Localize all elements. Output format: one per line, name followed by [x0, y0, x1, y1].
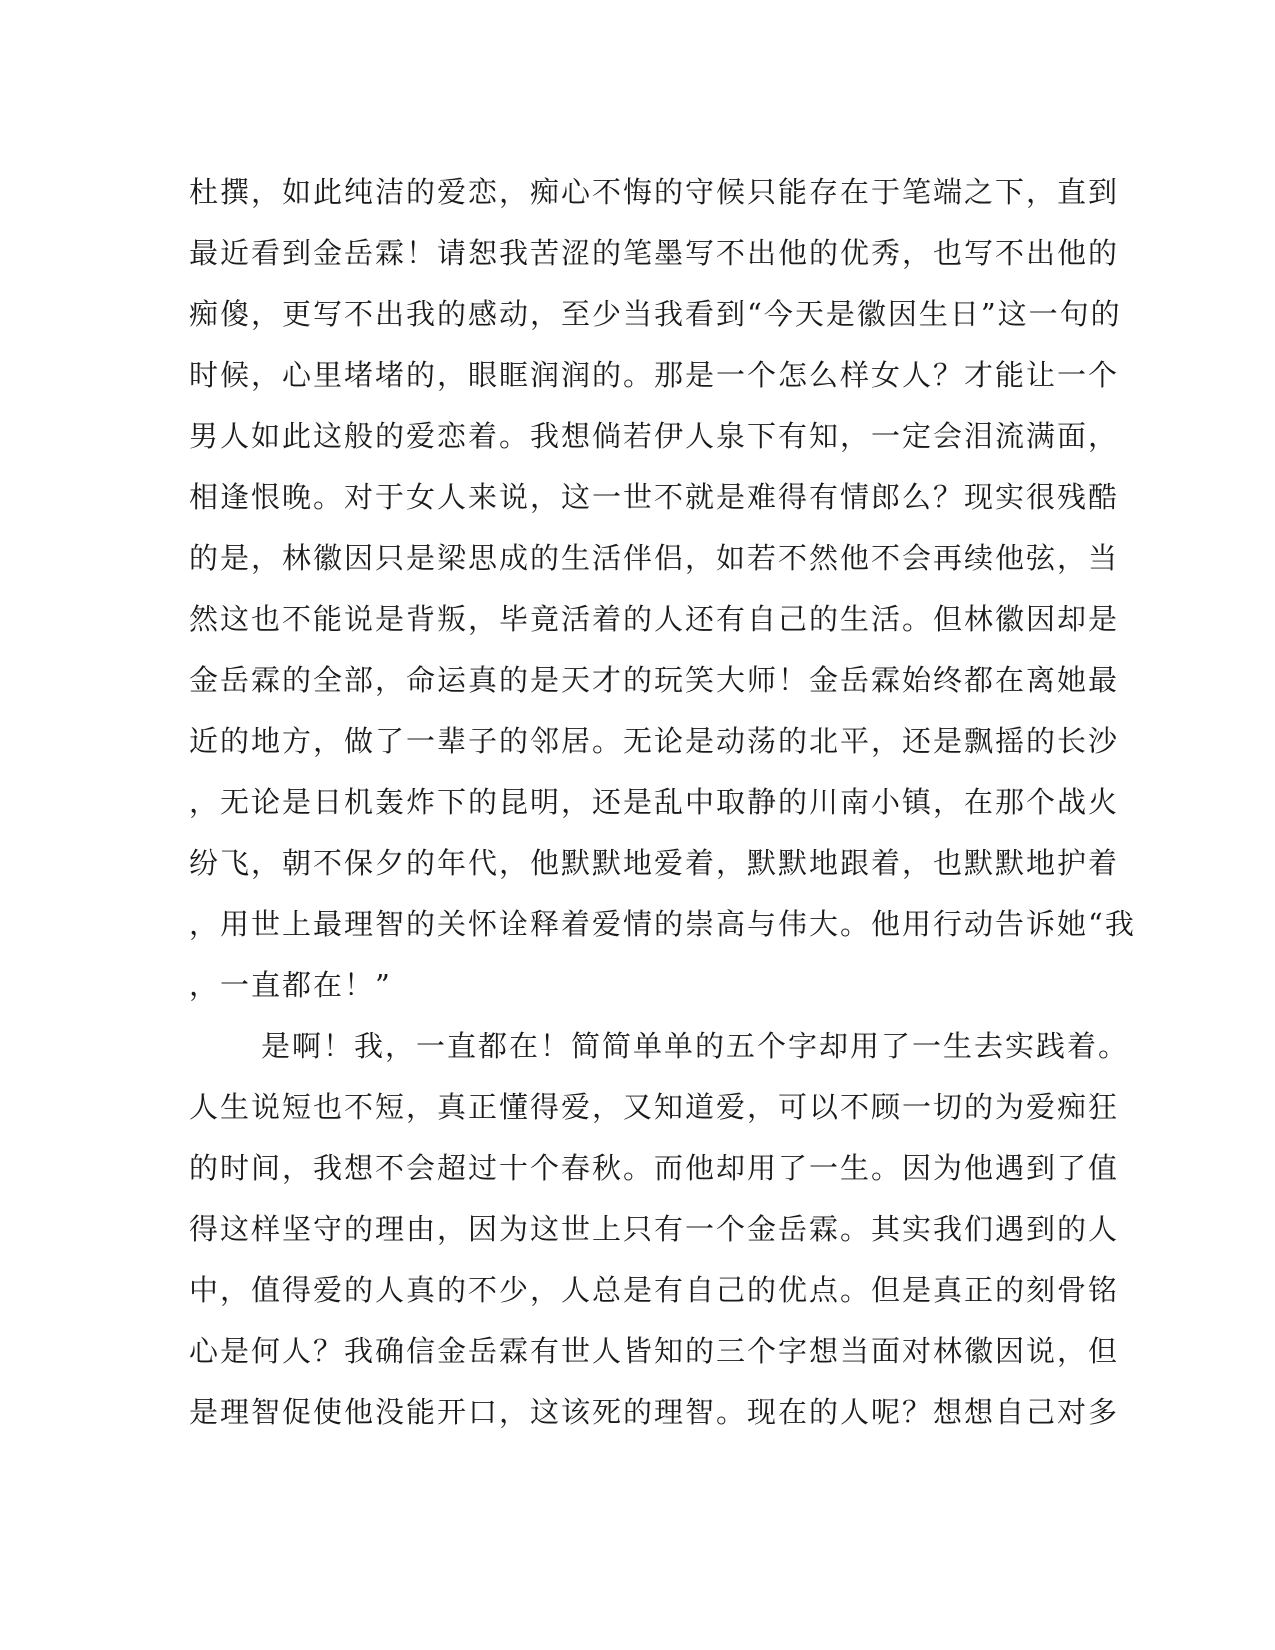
text-line: 得这样坚守的理由，因为这世上只有一个金岳霖。其实我们遇到的人 — [189, 1212, 1120, 1246]
paragraph-2 — [189, 1016, 1130, 1443]
text-line: 金岳霖的全部，命运真的是天才的玩笑大师！金岳霖始终都在离她最 — [189, 663, 1120, 697]
text-line: ，一直都在！” — [189, 968, 392, 1002]
text-line: 时候，心里堵堵的，眼眶润润的。那是一个怎么样女人？才能让一个 — [189, 358, 1120, 392]
paragraph-1 — [189, 162, 1136, 1016]
text-line: 男人如此这般的爱恋着。我想倘若伊人泉下有知，一定会泪流满面， — [189, 419, 1120, 453]
body-text — [189, 162, 1136, 1443]
text-line: 的是，林徽因只是梁思成的生活伴侣，如若不然他不会再续他弦，当 — [189, 541, 1120, 575]
text-line: 最近看到金岳霖！请恕我苦涩的笔墨写不出他的优秀，也写不出他的 — [189, 236, 1120, 270]
text-line: 是理智促使他没能开口，这该死的理智。现在的人呢？想想自己对多 — [189, 1395, 1120, 1429]
text-line: 人生说短也不短，真正懂得爱，又知道爱，可以不顾一切的为爱痴狂 — [189, 1090, 1120, 1124]
text-line: 杜撰，如此纯洁的爱恋，痴心不悔的守候只能存在于笔端之下，直到 — [189, 175, 1120, 209]
text-line: 然这也不能说是背叛，毕竟活着的人还有自己的生活。但林徽因却是 — [189, 602, 1120, 636]
text-line: 是啊！我，一直都在！简简单单的五个字却用了一生去实践着。 — [261, 1029, 1130, 1063]
text-line: 近的地方，做了一辈子的邻居。无论是动荡的北平，还是飘摇的长沙 — [189, 724, 1120, 758]
text-line: ，无论是日机轰炸下的昆明，还是乱中取静的川南小镇，在那个战火 — [189, 785, 1120, 819]
text-line: 痴傻，更写不出我的感动，至少当我看到“今天是徽因生日”这一句的 — [189, 297, 1122, 331]
text-line: 中，值得爱的人真的不少，人总是有自己的优点。但是真正的刻骨铭 — [189, 1273, 1120, 1307]
text-line: 的时间，我想不会超过十个春秋。而他却用了一生。因为他遇到了值 — [189, 1151, 1120, 1185]
text-line: 相逢恨晚。对于女人来说，这一世不就是难得有情郎么？现实很残酷 — [189, 480, 1120, 514]
text-line: ，用世上最理智的关怀诠释着爱情的崇高与伟大。他用行动告诉她“我 — [189, 907, 1136, 941]
text-line: 纷飞，朝不保夕的年代，他默默地爱着，默默地跟着，也默默地护着 — [189, 846, 1120, 880]
text-line: 心是何人？我确信金岳霖有世人皆知的三个字想当面对林徽因说，但 — [189, 1334, 1120, 1368]
